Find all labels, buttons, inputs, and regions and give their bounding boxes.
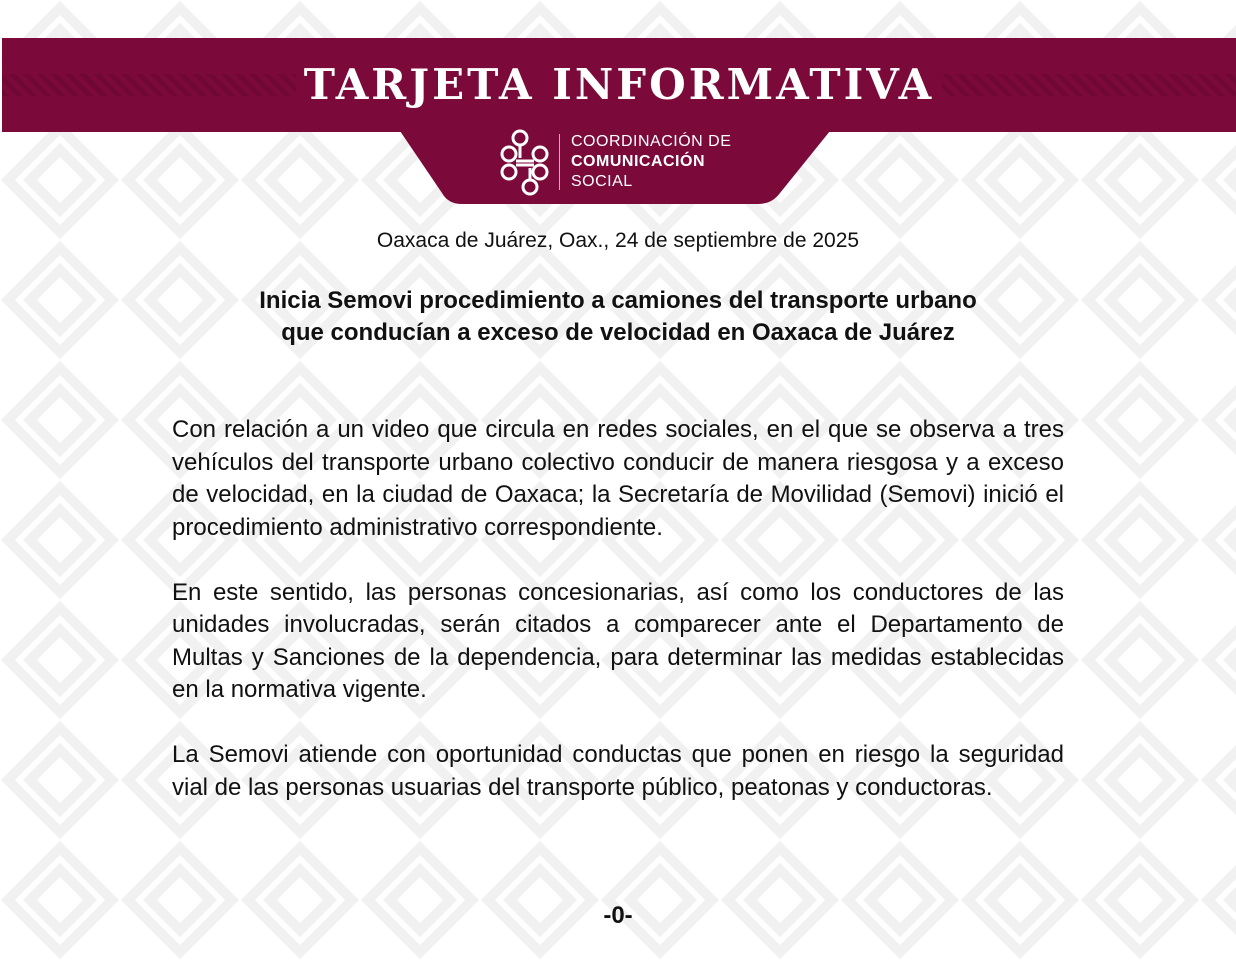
headline-line-2: que conducían a exceso de velocidad en Oaxaca de Juárez [281, 319, 955, 346]
org-line-2: COMUNICACIÓN [571, 153, 705, 170]
header-banner [2, 38, 1236, 132]
paragraph: Con relación a un video que circula en redes sociales, en el que se observa a tres vehículos del transporte urbano colectivo conducir de manera riesgosa y a exceso de velocidad, en la ciudad de Oaxaca; la Secretaría de Movilidad (Semovi) inició el procedimiento administrativo correspondiente. [172, 416, 1064, 541]
end-mark: -0- [603, 902, 633, 929]
org-line-3: SOCIAL [571, 173, 633, 190]
dateline: Oaxaca de Juárez, Oax., 24 de septiembre de 2025 [376, 229, 860, 252]
body-text [172, 414, 1064, 837]
paragraph: La Semovi atiende con oportunidad conductas que ponen en riesgo la seguridad vial de las personas usuarias del transporte público, peatonas y conductoras. [172, 741, 1064, 801]
page-title: TARJETA INFORMATIVA [2, 60, 1236, 109]
headline [150, 285, 1086, 349]
logo-icon [500, 128, 552, 196]
divider [559, 134, 560, 190]
org-name [571, 132, 731, 192]
org-line-1: COORDINACIÓN DE [571, 133, 732, 150]
headline-line-1: Inicia Semovi procedimiento a camiones del transporte urbano [259, 287, 977, 314]
paragraph: En este sentido, las personas concesionarias, así como los conductores de las unidades involucradas, serán citados a comparecer ante el Departamento de Multas y Sanciones de la dependencia, para determinar las medidas establecidas en la normativa vigente. [172, 578, 1064, 703]
